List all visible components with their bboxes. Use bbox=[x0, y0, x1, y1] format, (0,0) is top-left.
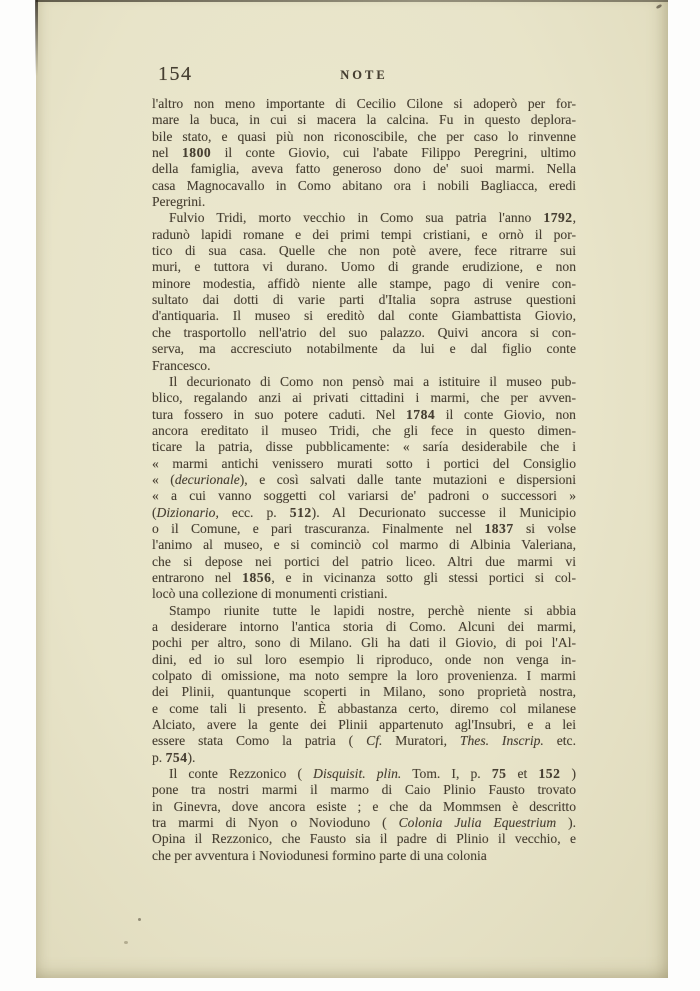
text-line: tura fossero in suo potere caduti. Nel 1784 il conte Giovio, non bbox=[152, 406, 576, 422]
text-line: Francesco. bbox=[152, 357, 211, 373]
text-line: locò una collezione di monumenti cristiani. bbox=[152, 586, 388, 602]
page-paper bbox=[36, 0, 668, 978]
text-line: tico di sua casa. Quelle che non potè avere, fece ritrarre sui bbox=[152, 243, 576, 259]
text-line: « a cui vanno soggetti col variarsi de' padroni o successori » bbox=[152, 488, 576, 504]
text-line: Il decurionato di Como non pensò mai a istituire il museo pub- bbox=[169, 373, 576, 389]
text-line: Il conte Rezzonico ( Disquisit. plin. Tom. I, p. 75 et 152 ) bbox=[169, 766, 577, 782]
paragraph bbox=[152, 766, 576, 864]
scan-speck bbox=[138, 918, 141, 921]
page-number: 154 bbox=[158, 63, 193, 85]
text-line: tra marmi di Nyon o Novioduno ( Colonia Julia Equestrium ). bbox=[152, 815, 576, 831]
text-line: minore modestia, affidò niente alle stampe, pago di venire con- bbox=[152, 275, 576, 291]
text-line: nel 1800 il conte Giovio, cui l'abate Filippo Peregrini, ultimo bbox=[152, 145, 576, 161]
text-line: Opina il Rezzonico, che Fausto sia il padre di Plinio il vecchio, e bbox=[152, 831, 576, 847]
text-line: che trasportollo nell'atrio del suo palazzo. Quivi ancora si con- bbox=[152, 324, 576, 340]
text-line: pochi per altro, sono di Milano. Gli ha dati il Giovio, di poi l'Al- bbox=[152, 635, 576, 651]
text-line: pone tra nostri marmi il marmo di Caio Plinio Fausto trovato bbox=[152, 782, 576, 798]
text-line: ticare la patria, disse pubblicamente: « saría desiderabile che i bbox=[152, 439, 576, 455]
text-line: a desiderare intorno l'antica storia di Como. Alcuni dei marmi, bbox=[152, 619, 576, 634]
text-line: Peregrini. bbox=[152, 194, 206, 210]
text-line: Fulvio Tridi, morto vecchio in Como sua patria l'anno 1792, bbox=[169, 210, 576, 226]
text-line: in Ginevra, dove ancora esiste ; e che da Mommsen è descritto bbox=[152, 798, 576, 814]
text-line: bile stato, e quasi più non riconoscibile, che per caso lo rinvenne bbox=[152, 128, 576, 144]
paragraph bbox=[152, 603, 576, 766]
scan-edge-shadow-top bbox=[36, 0, 668, 2]
text-line: che per avventura i Noviodunesi formino parte di una colonia bbox=[152, 847, 487, 863]
page-header bbox=[152, 63, 576, 89]
text-line: mare la buca, in cui si macera la calcina. Fu in questo deplora- bbox=[152, 112, 576, 128]
text-line: Alciato, avere la gente dei Plinii appartenuto agl'Insubri, e a lei bbox=[152, 717, 576, 733]
paragraph bbox=[152, 210, 576, 373]
text-line: casa Magnocavallo in Como abitano ora i nobili Bagliacca, eredi bbox=[152, 177, 576, 193]
text-block bbox=[152, 96, 576, 864]
text-line: ancora ereditato il museo Tridi, che gli fece in questo dimen- bbox=[152, 422, 576, 438]
text-line: (Dizionario, ecc. p. 512). Al Decurionato successe il Municipio bbox=[152, 504, 576, 520]
text-line: colpato di omissione, ma noto sempre la loro provenienza. I marmi bbox=[152, 668, 576, 684]
text-line: serva, ma accresciuto notabilmente da lui e dal figlio conte bbox=[152, 341, 576, 357]
scan-speck bbox=[306, 215, 310, 217]
text-line: « marmi antichi venissero murati sotto i portici del Consiglio bbox=[152, 455, 576, 471]
text-line: l'animo al museo, e si cominciò col marmo di Albinia Valeriana, bbox=[152, 537, 576, 553]
text-line: radunò lapidi romane e dei primi tempi cristiani, e ornò il por- bbox=[152, 226, 576, 242]
text-line: e come tali li presento. È abbastanza certo, diremo col milanese bbox=[152, 700, 576, 716]
paragraph bbox=[152, 374, 576, 603]
running-title: NOTE bbox=[340, 68, 388, 82]
text-line: l'altro non meno importante di Cecilio Cilone si adoperò per for- bbox=[152, 96, 576, 111]
text-line: muri, e tuttora vi durano. Uomo di grande erudizione, e non bbox=[152, 259, 576, 275]
text-line: entrarono nel 1856, e in vicinanza sotto gli stessi portici si col- bbox=[152, 569, 576, 585]
text-line: dei Plinii, quantunque scoperti in Milano, sono proprietà nostra, bbox=[152, 684, 576, 700]
text-line: p. 754). bbox=[152, 749, 196, 765]
text-line: dini, ed io sul loro esempio li riproduco, onde non venga in- bbox=[152, 651, 576, 667]
text-line: Stampo riunite tutte le lapidi nostre, perchè niente si abbia bbox=[169, 602, 576, 618]
text-line: blico, regalando anzi ai privati cittadini i marmi, che per avven- bbox=[152, 390, 576, 406]
text-line: o il Comune, e pari trascuranza. Finalmente nel 1837 si volse bbox=[152, 520, 577, 536]
text-line: essere stata Como la patria ( Cf. Muratori, Thes. Inscrip. etc. bbox=[152, 733, 576, 749]
scan-speck bbox=[124, 941, 128, 944]
text-line: d'antiquaria. Il museo si ereditò dal conte Giambattista Giovio, bbox=[152, 308, 576, 324]
paragraph bbox=[152, 96, 576, 210]
text-line: « (decurionale), e così salvati dalle tante mutazioni e dispersioni bbox=[152, 471, 576, 487]
text-line: sultato dai dotti di varie parti d'Italia sopra astruse questioni bbox=[152, 292, 576, 308]
text-line: della famiglia, aveva fatto generoso dono de' suoi marmi. Nella bbox=[152, 161, 576, 177]
scan-edge-shadow-left bbox=[35, 0, 38, 76]
scan-speck bbox=[656, 4, 663, 10]
text-line: che si depose nei portici del patrio liceo. Altri due marmi vi bbox=[152, 553, 576, 569]
